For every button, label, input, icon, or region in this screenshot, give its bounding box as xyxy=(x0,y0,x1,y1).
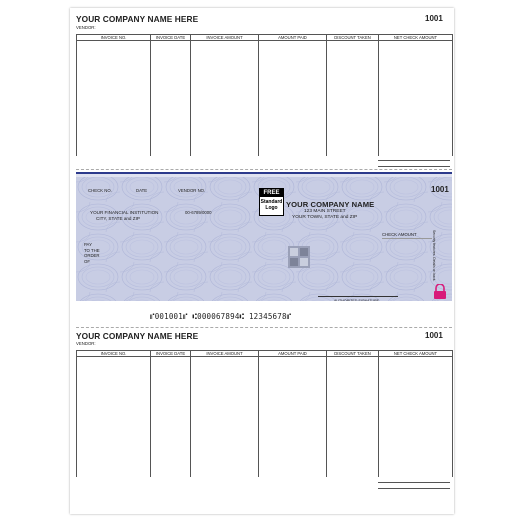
check-sheet xyxy=(70,8,454,514)
check-body xyxy=(76,172,452,301)
logo-free-label: FREE xyxy=(260,189,283,197)
bottom-stub-table xyxy=(76,350,453,477)
pay-label: PAY xyxy=(84,242,92,247)
bottom-col-discount-taken: DISCOUNT TAKEN xyxy=(327,351,379,357)
of-label: OF xyxy=(84,258,90,264)
top-stub-table xyxy=(76,34,453,156)
bottom-stub-check-number: 1001 xyxy=(425,331,443,340)
bottom-col-invoice-amount: INVOICE AMOUNT xyxy=(191,351,259,357)
bottom-col-amount-paid: AMOUNT PAID xyxy=(259,351,327,357)
signature-line xyxy=(318,296,398,297)
top-perforation xyxy=(76,169,452,170)
bottom-stub-vendor-label: VENDOR: xyxy=(76,341,96,346)
check-number: 1001 xyxy=(431,185,449,194)
bottom-col-net-check-amount: NET CHECK AMOUNT xyxy=(379,351,453,357)
payer-address: 123 MAIN STREET xyxy=(304,209,346,214)
vendor-no-label: VENDOR NO. xyxy=(178,188,206,193)
top-col-invoice-amount: INVOICE AMOUNT xyxy=(191,35,259,41)
top-col-invoice-no: INVOICE NO. xyxy=(77,35,151,41)
security-note: Security features. Details on back. xyxy=(432,230,436,282)
top-stub-total-box xyxy=(378,160,450,167)
security-square-icon xyxy=(288,246,310,268)
bottom-col-invoice-no: INVOICE NO. xyxy=(77,351,151,357)
to-the-label: TO THE xyxy=(84,247,100,253)
check-amount-line xyxy=(382,238,432,239)
order-label: ORDER xyxy=(84,253,100,258)
logo-logo-label: Logo xyxy=(265,205,278,211)
signature-label: AUTHORIZED SIGNATURE xyxy=(334,299,380,301)
bottom-stub-total-box xyxy=(378,482,450,489)
top-stub-company-name: YOUR COMPANY NAME HERE xyxy=(76,14,199,24)
routing-fraction: 00-6789/0000 xyxy=(185,210,212,215)
micr-line: ⑈001001⑈ ⑆000067894⑆ 12345678⑈ xyxy=(150,312,292,321)
top-stub-check-number: 1001 xyxy=(425,14,443,23)
bank-city: CITY, STATE and ZIP xyxy=(96,216,140,221)
check-top-border xyxy=(76,172,452,174)
pay-to-order-label xyxy=(84,242,100,264)
payer-city: YOUR TOWN, STATE and ZIP xyxy=(292,215,358,220)
bottom-stub-body-row xyxy=(77,357,453,477)
logo-box xyxy=(259,188,284,216)
top-stub-vendor-label: VENDOR: xyxy=(76,25,96,30)
top-col-net-check-amount: NET CHECK AMOUNT xyxy=(379,35,453,41)
check-no-label: CHECK NO. xyxy=(88,188,112,193)
bottom-col-invoice-date: INVOICE DATE xyxy=(151,351,191,357)
bank-name: YOUR FINANCIAL INSTITUTION xyxy=(90,210,159,215)
bottom-perforation xyxy=(76,327,452,328)
bottom-stub-company-name: YOUR COMPANY NAME HERE xyxy=(76,331,199,341)
padlock-icon xyxy=(433,284,447,299)
top-col-discount-taken: DISCOUNT TAKEN xyxy=(327,35,379,41)
payer-company-name: YOUR COMPANY NAME xyxy=(286,200,375,209)
check-amount-label: CHECK AMOUNT xyxy=(382,232,417,237)
top-col-amount-paid: AMOUNT PAID xyxy=(259,35,327,41)
logo-standard-label: Standard xyxy=(260,198,283,205)
top-col-invoice-date: INVOICE DATE xyxy=(151,35,191,41)
date-label: DATE xyxy=(136,188,148,193)
top-stub-body-row xyxy=(77,41,453,156)
